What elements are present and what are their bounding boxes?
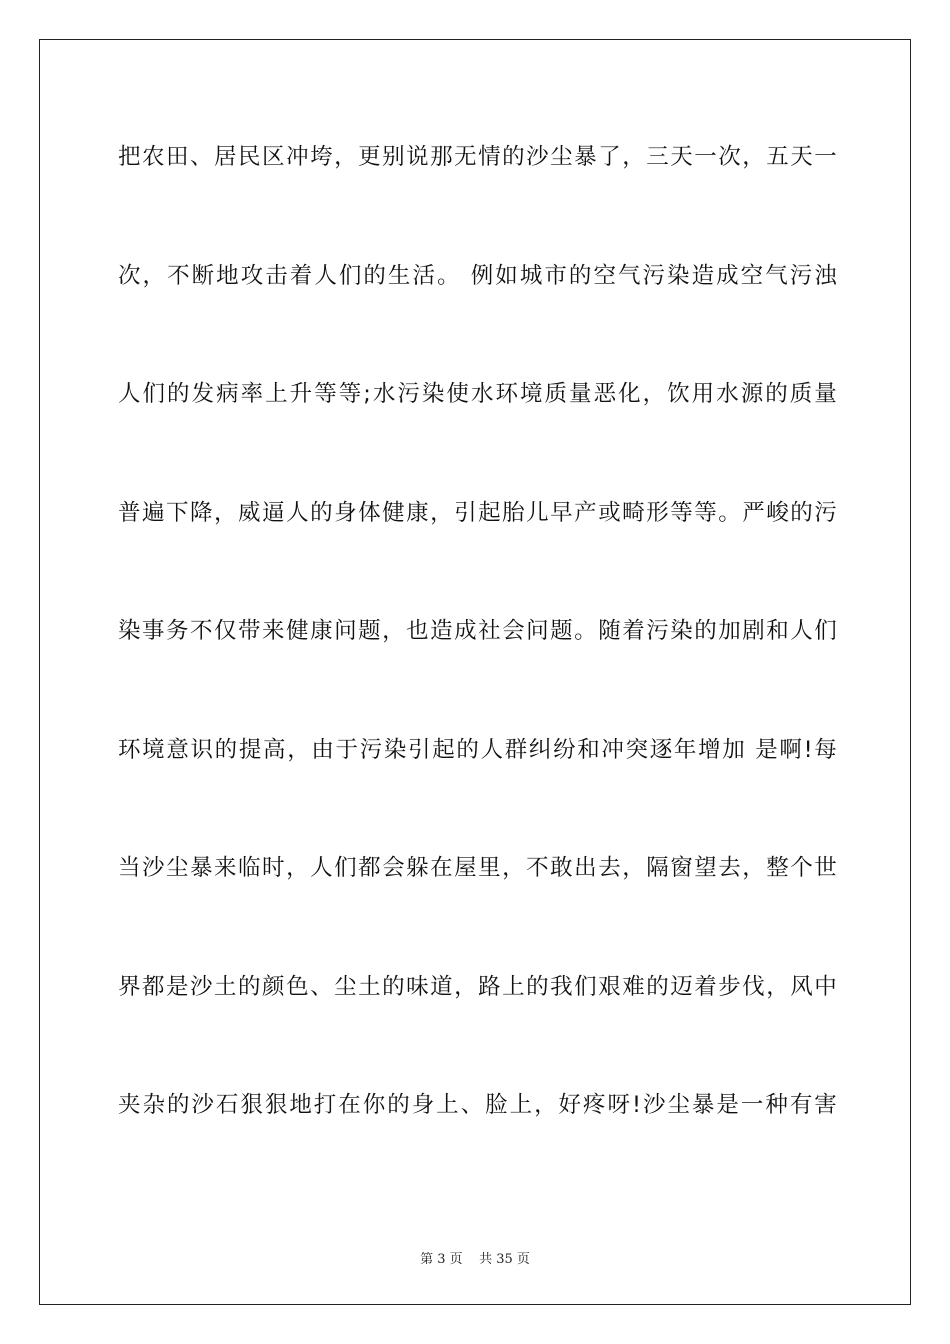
text-line: 次，不断地攻击着人们的生活。 例如城市的空气污染造成空气污浊 [118,262,838,289]
text-line: 普遍下降，威逼人的身体健康，引起胎儿早产或畸形等等。严峻的污 [118,499,838,526]
document-body [118,110,838,1177]
text-line: 夹杂的沙石狠狠地打在你的身上、脸上，好疼呀!沙尘暴是一种有害 [118,1092,838,1118]
text-line: 染事务不仅带来健康问题，也造成社会问题。随着污染的加剧和人们 [118,618,838,644]
text-line: 环境意识的提高，由于污染引起的人群纠纷和冲突逐年增加 是啊!每 [118,736,838,763]
text-line: 把农田、居民区冲垮，更别说那无情的沙尘暴了，三天一次，五天一 [118,144,838,170]
text-line: 人们的发病率上升等等;水污染使水环境质量恶化，饮用水源的质量 [118,381,838,407]
text-line: 当沙尘暴来临时，人们都会躲在屋里，不敢出去，隔窗望去，整个世 [118,855,838,881]
page-number-footer: 第 3 页 共 35 页 [420,1252,530,1267]
text-line: 界都是沙土的颜色、尘土的味道，路上的我们艰难的迈着步伐，风中 [118,973,838,1000]
